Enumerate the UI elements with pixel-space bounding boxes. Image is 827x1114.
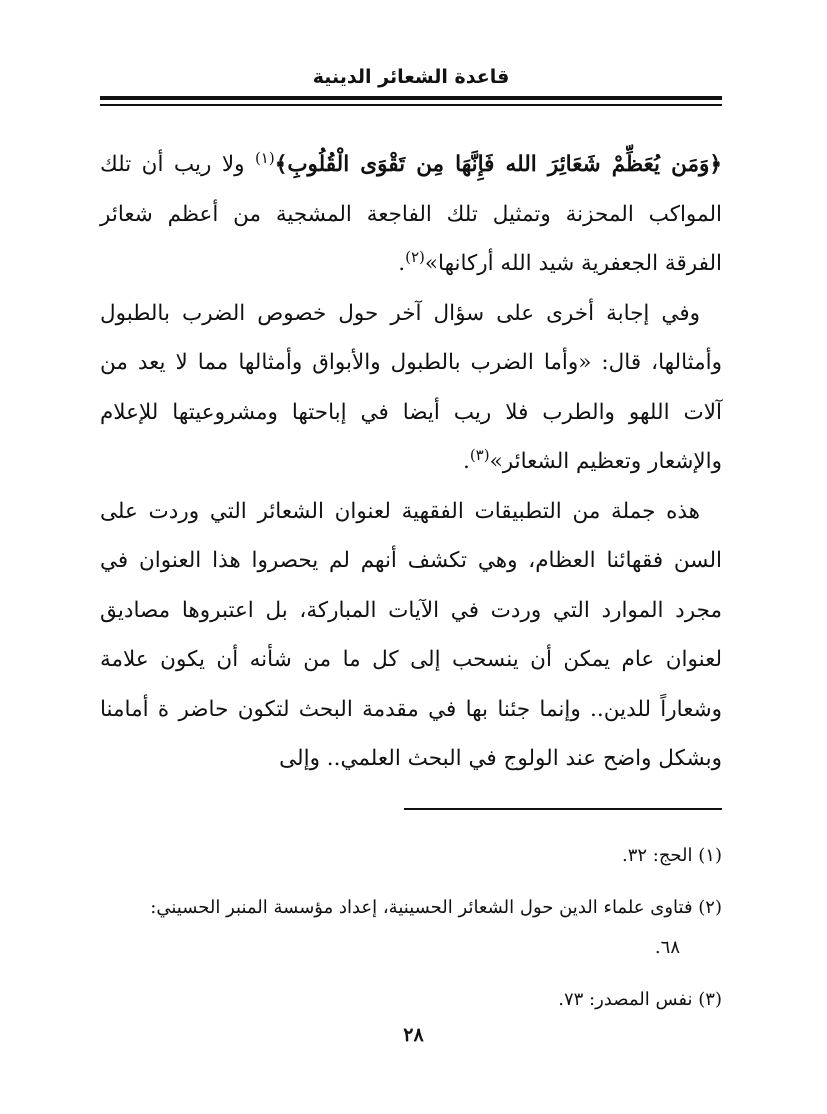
paragraph-3-text: هذه جملة من التطبيقات الفقهية لعنوان الشعائر التي وردت على السن فقهائنا العظام، وهي تكشف أنهم لم يحصروا هذا العنوان في مجرد الموارد التي وردت في الآيات المباركة، بل اعتبروها مصاديق لعنوان عام يمكن أن ينسحب إلى كل ما من شأنه أن يكون علامة وشعاراً للدين.. وإنما جئنا بها في مقدمة البحث لتكون حاضر ة أمامنا وبشكل واضح عند الولوج في البحث العلمي.. وإلى (100, 498, 722, 771)
quran-verse: ﴿وَمَن يُعَظِّمْ شَعَائِرَ الله فَإِنَّهَا مِن تَقْوَى الْقُلُوبِ﴾ (274, 152, 722, 177)
paragraph-1-end: . (398, 251, 406, 276)
footnote-2-text: (٢) فتاوى علماء الدين حول الشعائر الحسينية، إعداد مؤسسة المنبر الحسيني: (150, 897, 722, 918)
paragraph-2-end: . (462, 449, 470, 474)
footnote-separator (404, 808, 722, 810)
footnote-ref-3: (٣) (469, 445, 490, 464)
footnote-ref-2: (٢) (405, 247, 425, 266)
paragraph-2-text: وفي إجابة أخرى على سؤال آخر حول خصوص الضرب بالطبول وأمثالها، قال: «وأما الضرب بالطبول والأبواق وأمثالها مما لا يعد من آلات اللهو والطرب فلا ريب أيضا في إباحتها ومشروعيتها للإعلام والإشعار وتعظيم الشعائر» (100, 300, 722, 474)
paragraph-1 (100, 140, 722, 289)
running-header: قاعدة الشعائر الدينية (312, 66, 510, 88)
footnotes (100, 836, 722, 1032)
footnote-2-continuation: ٦٨. (654, 937, 680, 958)
body-text (100, 140, 722, 784)
header-rule-thick (100, 96, 722, 100)
footnote-ref-1: (١) (254, 148, 275, 167)
footnote-1: (١) الحج: ٣٢. (621, 845, 722, 866)
paragraph-3 (100, 487, 722, 784)
footnote-3: (٣) نفس المصدر: ٧٣. (558, 989, 722, 1010)
paragraph-2 (100, 289, 722, 487)
header-rule-thin (100, 104, 722, 106)
page-number: ٢٨ (403, 1024, 424, 1046)
paragraph-1-text: ولا ريب أن تلك المواكب المحزنة وتمثيل تلك الفاجعة المشجية من أعظم شعائر الفرقة الجعفرية شيد الله أركانها» (100, 152, 722, 276)
footnote-2 (100, 888, 722, 968)
